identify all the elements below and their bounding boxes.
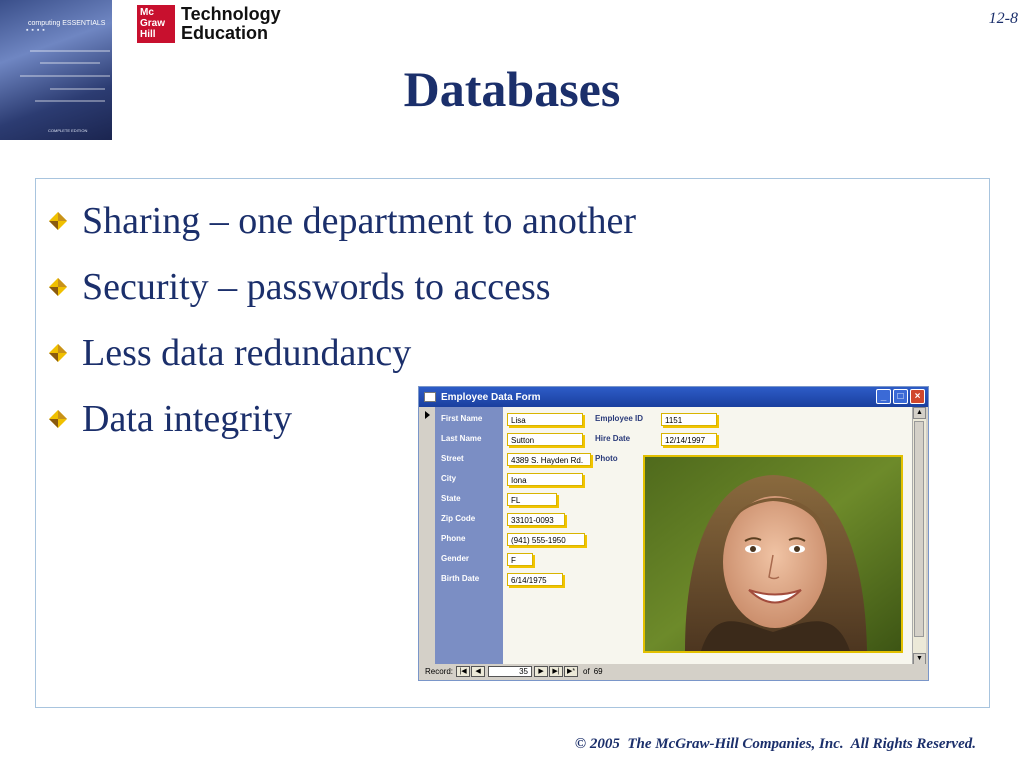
logo-box-line-1: Mc xyxy=(140,7,154,18)
state-field[interactable]: FL xyxy=(507,493,557,506)
diamond-bullet-icon xyxy=(48,277,68,297)
record-navigation-bar xyxy=(421,664,926,678)
phone-field[interactable]: (941) 555-1950 xyxy=(507,533,585,546)
zip-code-field[interactable]: 33101-0093 xyxy=(507,513,565,526)
previous-record-icon[interactable]: ◀ xyxy=(471,666,485,677)
window-titlebar[interactable] xyxy=(419,387,928,407)
photo-label: Photo xyxy=(595,454,618,463)
field-label: Employee ID xyxy=(595,414,644,423)
vertical-scrollbar[interactable] xyxy=(912,407,926,665)
field-label: Birth Date xyxy=(441,574,480,583)
bullet-item xyxy=(48,188,636,254)
field-label: Street xyxy=(441,454,464,463)
record-of-label: of xyxy=(583,666,590,676)
record-selector[interactable] xyxy=(421,407,436,665)
diamond-bullet-icon xyxy=(48,343,68,363)
scroll-down-arrow-icon[interactable]: ▼ xyxy=(913,653,926,665)
record-label: Record: xyxy=(425,666,454,676)
field-label: City xyxy=(441,474,457,483)
new-record-icon[interactable]: ▶* xyxy=(564,666,578,677)
mcgraw-hill-logo-box xyxy=(137,5,175,43)
slide-title: Databases xyxy=(403,61,621,117)
maximize-button[interactable]: □ xyxy=(893,389,908,404)
window-title: Employee Data Form xyxy=(441,391,541,403)
employee-form-window xyxy=(418,386,929,681)
close-button[interactable]: × xyxy=(910,389,925,404)
cover-author-line: ▪ ▪ ▪ ▪ xyxy=(26,27,46,34)
bullet-item xyxy=(48,320,636,386)
field-label: Gender xyxy=(441,554,470,563)
employee-id-field[interactable]: 1151 xyxy=(661,413,717,426)
field-label: Phone xyxy=(441,534,466,543)
scrollbar-thumb[interactable] xyxy=(914,421,924,637)
logo-box-line-2: Graw xyxy=(140,18,166,29)
record-number-input[interactable]: 35 xyxy=(488,666,532,677)
diamond-bullet-icon xyxy=(48,211,68,231)
publisher-logo xyxy=(137,5,281,43)
last-record-icon[interactable]: ▶| xyxy=(549,666,563,677)
logo-text-line-2: Education xyxy=(181,23,269,43)
bullet-item xyxy=(48,254,636,320)
minimize-button[interactable]: _ xyxy=(876,389,891,404)
first-name-field[interactable]: Lisa xyxy=(507,413,583,426)
street-field[interactable]: 4389 S. Hayden Rd. xyxy=(507,453,591,466)
bullet-text: Data integrity xyxy=(82,398,292,440)
copyright-footer: © 2005 The McGraw-Hill Companies, Inc. All Rights Reserved. xyxy=(574,736,976,752)
bullet-text: Less data redundancy xyxy=(82,332,412,374)
employee-photo xyxy=(643,455,903,653)
form-icon xyxy=(424,392,436,402)
bullet-text: Security – passwords to access xyxy=(82,266,551,308)
field-label: Zip Code xyxy=(441,514,476,523)
field-label: State xyxy=(441,494,461,503)
form-body xyxy=(435,407,915,665)
field-label: Last Name xyxy=(441,434,482,443)
record-total: 69 xyxy=(593,666,603,676)
page-number: 12-8 xyxy=(988,10,1018,27)
next-record-icon[interactable]: ▶ xyxy=(534,666,548,677)
field-label: First Name xyxy=(441,414,483,423)
birth-date-field[interactable]: 6/14/1975 xyxy=(507,573,563,586)
field-label: Hire Date xyxy=(595,434,631,443)
scroll-up-arrow-icon[interactable]: ▲ xyxy=(913,407,926,419)
logo-text-line-1: Technology xyxy=(181,4,281,24)
cover-edition-text: COMPLETE EDITION xyxy=(48,128,88,133)
gender-field[interactable]: F xyxy=(507,553,533,566)
last-name-field[interactable]: Sutton xyxy=(507,433,583,446)
first-record-icon[interactable]: |◀ xyxy=(456,666,470,677)
hire-date-field[interactable]: 12/14/1997 xyxy=(661,433,717,446)
bullet-text: Sharing – one department to another xyxy=(82,200,637,242)
city-field[interactable]: Iona xyxy=(507,473,583,486)
logo-box-line-3: Hill xyxy=(140,29,156,40)
cover-title-text: computing ESSENTIALS xyxy=(28,20,106,27)
diamond-bullet-icon xyxy=(48,409,68,429)
current-record-arrow-icon xyxy=(425,411,430,419)
